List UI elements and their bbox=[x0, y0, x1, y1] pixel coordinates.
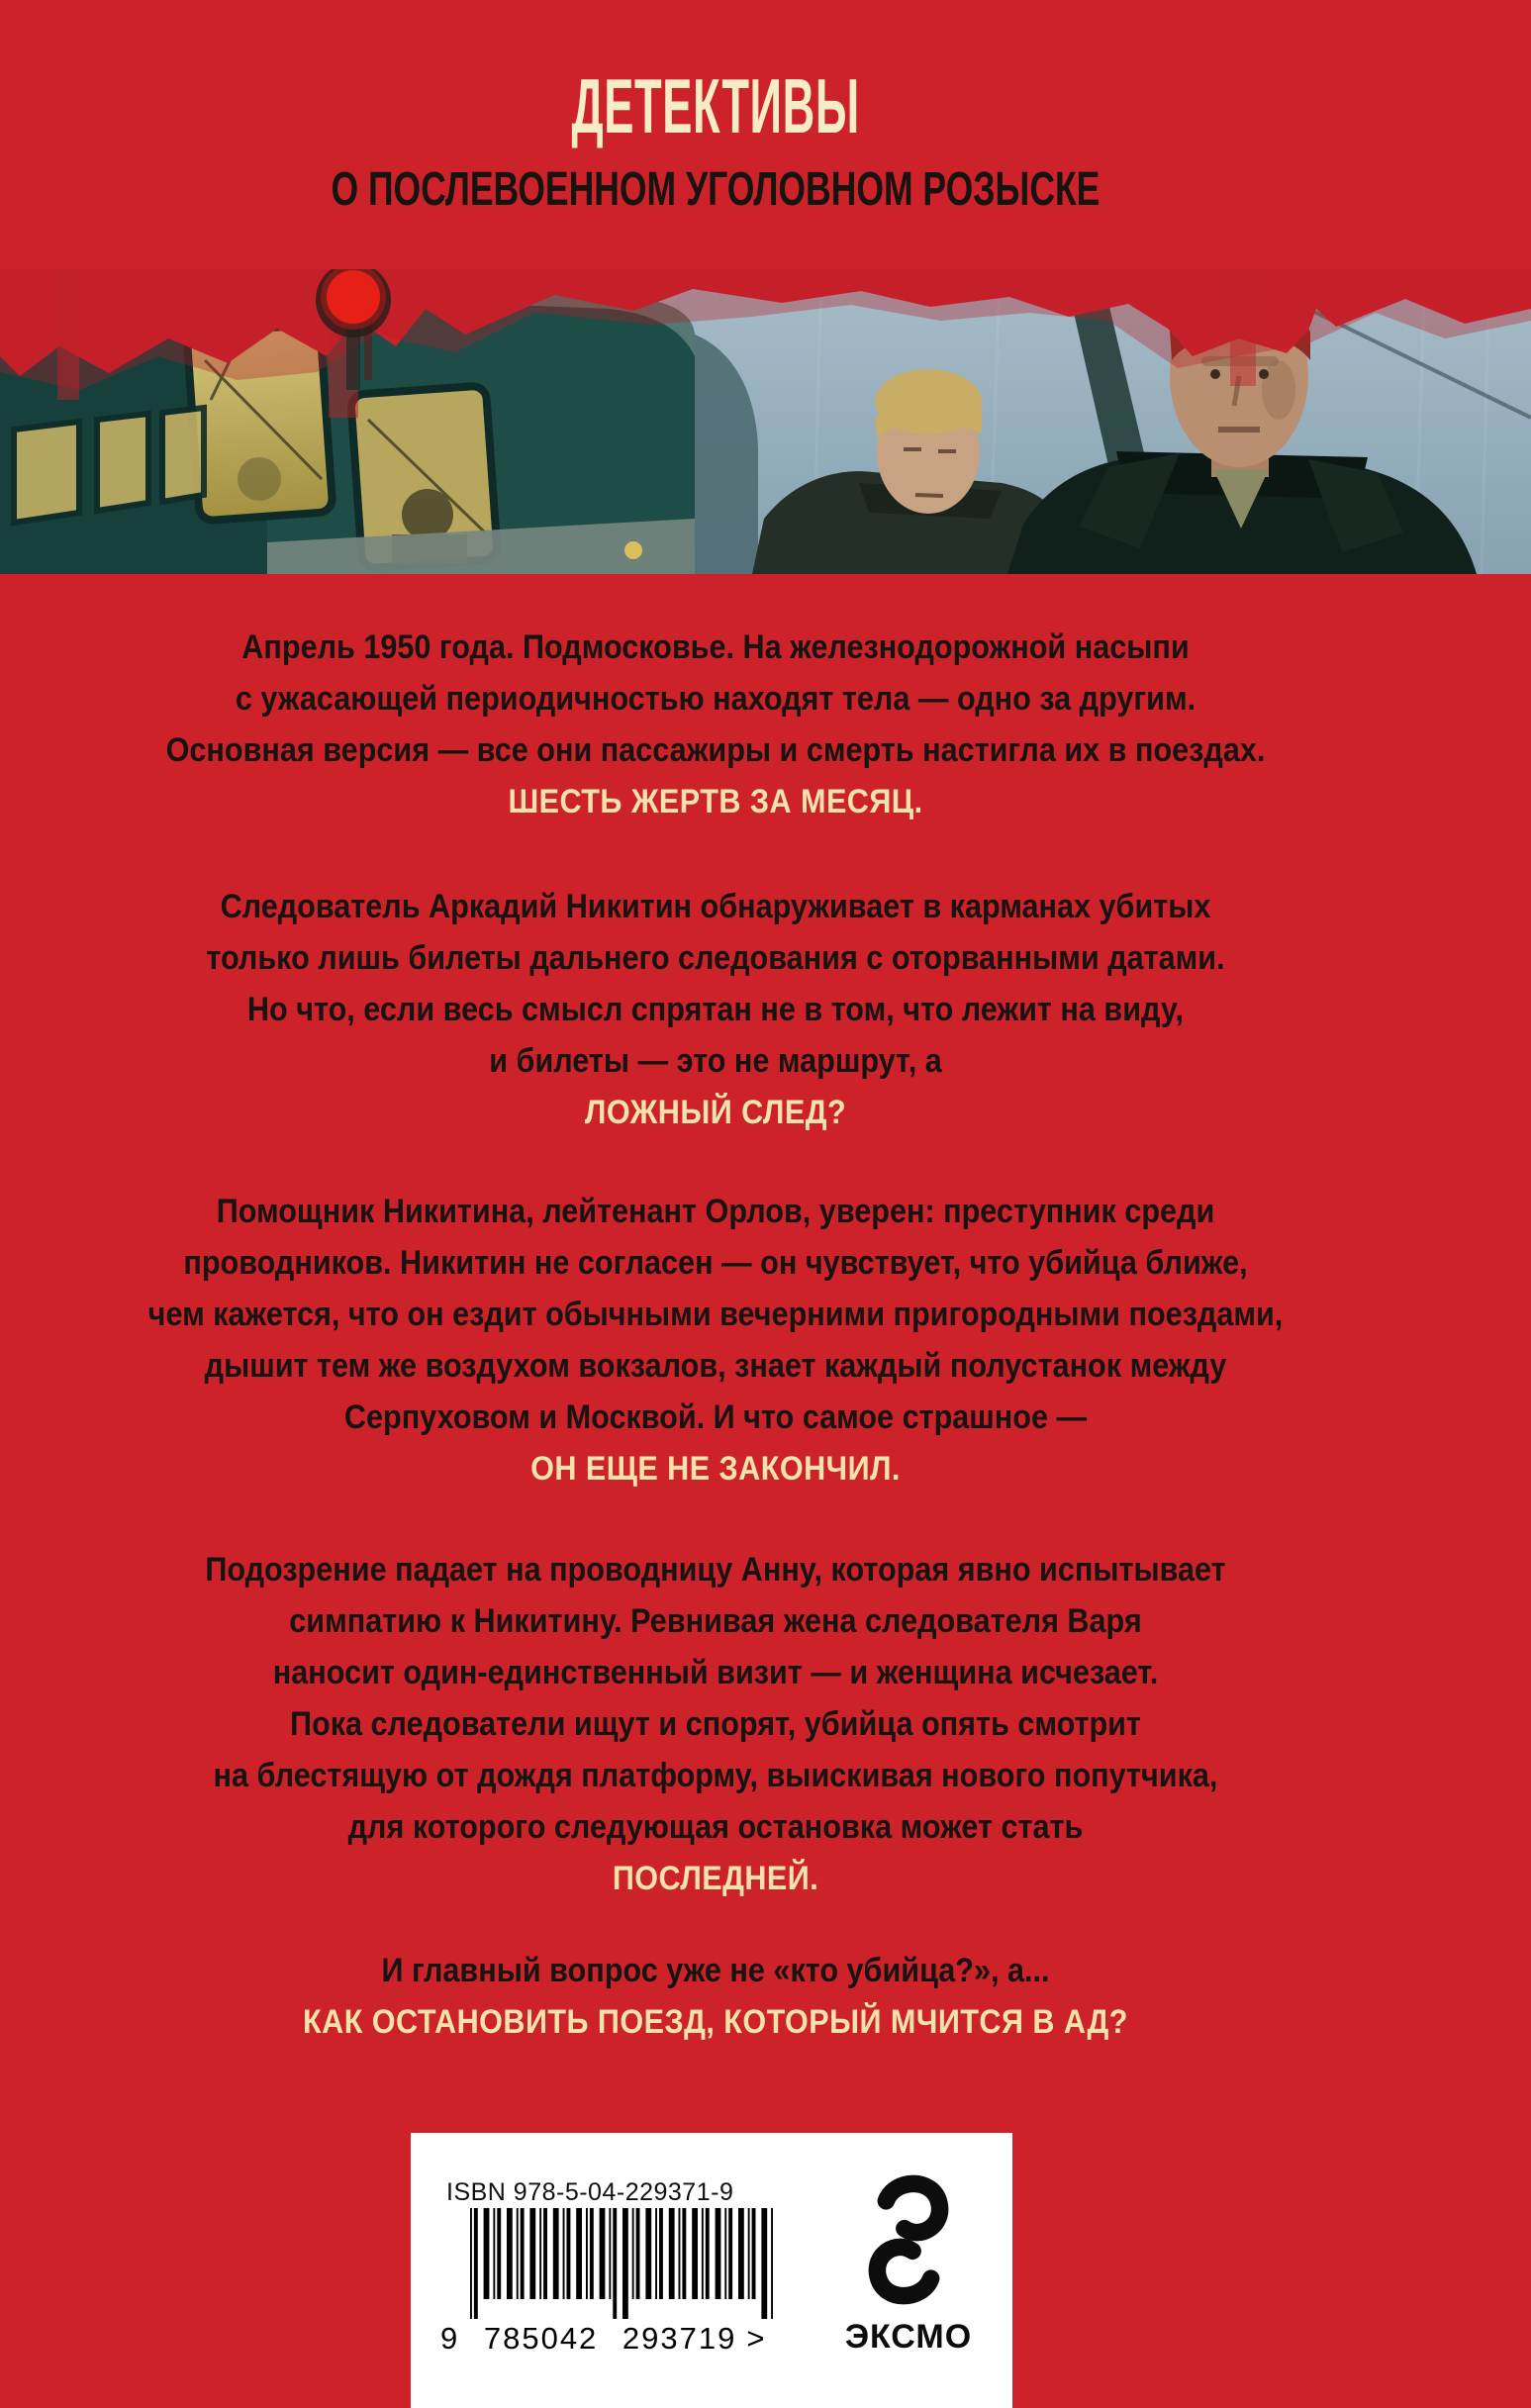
blurb-highlight: КАК ОСТАНОВИТЬ ПОЕЗД, КОТОРЫЙ МЧИТСЯ В АД? bbox=[303, 2003, 1128, 2041]
blurb-paragraph-4 bbox=[71, 1544, 1359, 1904]
header bbox=[0, 62, 1431, 149]
subheader bbox=[0, 165, 1431, 215]
blurb-line: Помощник Никитина, лейтенант Орлов, уверен: преступник среди bbox=[216, 1193, 1215, 1230]
blurb-highlight: ПОСЛЕДНЕЙ. bbox=[612, 1860, 819, 1897]
blurb-line: Основная версия — все они пассажиры и смерть настигла их в поездах. bbox=[165, 731, 1266, 769]
blurb-highlight: ОН ЕЩЕ НЕ ЗАКОНЧИЛ. bbox=[530, 1450, 901, 1488]
blurb-line: симпатию к Никитину. Ревнивая жена следователя Варя bbox=[289, 1602, 1142, 1640]
blurb-line: Подозрение падает на проводницу Анну, которая явно испытывает bbox=[205, 1551, 1226, 1589]
publisher-name: ЭКСМО bbox=[844, 2318, 973, 2356]
blurb-line: только лишь билеты дальнего следования с оторванными датами. bbox=[206, 939, 1225, 977]
blurb-line: Следователь Аркадий Никитин обнаруживает в карманах убитых bbox=[220, 888, 1211, 925]
blurb-line: Но что, если весь смысл спрятан не в том, что лежит на виду, bbox=[246, 991, 1185, 1028]
blurb-paragraph-5 bbox=[71, 1945, 1359, 2048]
blurb-line: Серпуховом и Москвой. И что самое страшное — bbox=[343, 1398, 1088, 1436]
genre-title: ДЕТЕКТИВЫ bbox=[571, 62, 860, 149]
blurb-line: и билеты — это не маршрут, а bbox=[489, 1042, 942, 1080]
isbn-number: ISBN 978-5-04-229371-9 bbox=[446, 2178, 734, 2206]
blurb-line: проводников. Никитин не согласен — он чувствует, что убийца ближе, bbox=[183, 1244, 1248, 1282]
blurb-highlight: ЛОЖНЫЙ СЛЕД? bbox=[584, 1094, 847, 1131]
blurb-line: с ужасающей периодичностью находят тела — одно за другим. bbox=[235, 680, 1196, 718]
blurb-line: наносит один-единственный визит — и женщина исчезает. bbox=[272, 1654, 1159, 1691]
blurb-paragraph-3 bbox=[71, 1186, 1359, 1494]
blurb-highlight: ШЕСТЬ ЖЕРТВ ЗА МЕСЯЦ. bbox=[508, 783, 923, 820]
blurb-line: на блестящую от дождя платформу, выискивая нового попутчика, bbox=[213, 1757, 1218, 1794]
blurb-paragraph-1 bbox=[71, 622, 1359, 827]
blurb-line: для которого следующая остановка может стать bbox=[347, 1808, 1084, 1846]
eksmo-swirl-icon bbox=[857, 2172, 960, 2307]
barcode-number: 9 785042 293719 bbox=[440, 2321, 737, 2356]
blurb-line: Апрель 1950 года. Подмосковье. На железнодорожной насыпи bbox=[241, 628, 1190, 666]
blurb-line: Пока следователи ищут и спорят, убийца опять смотрит bbox=[290, 1705, 1141, 1743]
publisher-block bbox=[814, 2172, 1003, 2357]
illustration-canvas bbox=[0, 269, 1531, 574]
marker-light bbox=[624, 541, 642, 559]
passenger-silhouette bbox=[238, 457, 281, 501]
barcode-digits bbox=[440, 2321, 822, 2357]
blurb-line: И главный вопрос уже не «кто убийца?», а... bbox=[381, 1952, 1050, 1989]
blurb-line: чем кажется, что он ездит обычными вечерними пригородными поездами, bbox=[147, 1296, 1284, 1333]
isbn-panel bbox=[411, 2133, 1012, 2408]
barcode-suffix: > bbox=[746, 2321, 765, 2356]
barcode bbox=[466, 2208, 783, 2327]
blurb-paragraph-2 bbox=[71, 881, 1359, 1138]
blurb-line: дышит тем же воздухом вокзалов, знает каждый полустанок между bbox=[204, 1347, 1227, 1385]
cover-illustration bbox=[0, 269, 1531, 574]
genre-subtitle: О ПОСЛЕВОЕННОМ УГОЛОВНОМ РОЗЫСКЕ bbox=[331, 163, 1100, 216]
